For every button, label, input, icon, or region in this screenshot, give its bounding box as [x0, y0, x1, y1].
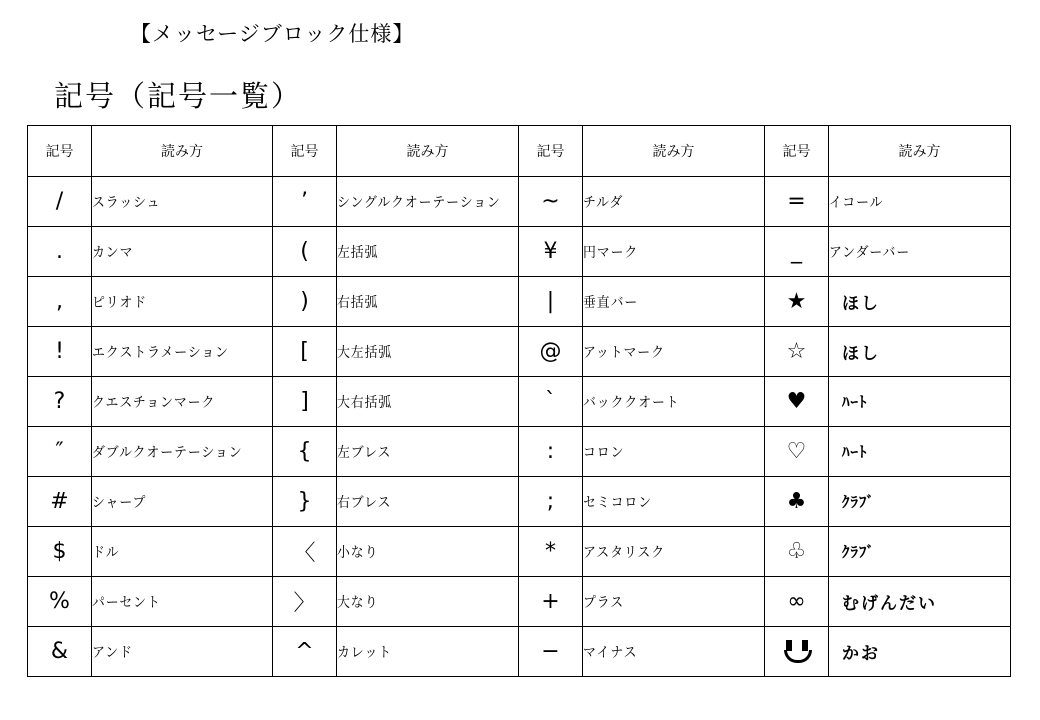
- reading-cell: アンダーバー: [829, 227, 1011, 277]
- symbol-cell: $: [28, 527, 92, 577]
- header-reading: 読み方: [829, 126, 1011, 177]
- reading-cell: かお: [829, 627, 1011, 677]
- outline-club-icon: ♧: [765, 527, 829, 577]
- table-row: [28, 577, 1011, 627]
- symbol-cell: =: [765, 177, 829, 227]
- reading-cell: ほし: [829, 277, 1011, 327]
- symbol-cell: ]: [273, 377, 337, 427]
- symbol-cell: ): [273, 277, 337, 327]
- symbol-cell: ^: [273, 627, 337, 677]
- symbol-cell: :: [519, 427, 583, 477]
- star-icon: ★: [765, 277, 829, 327]
- table-row: [28, 177, 1011, 227]
- reading-cell: 右括弧: [337, 277, 519, 327]
- reading-cell: セミコロン: [583, 477, 765, 527]
- face-icon: [765, 627, 829, 677]
- symbol-cell: −: [519, 627, 583, 677]
- symbol-table: [27, 125, 1011, 677]
- reading-cell: 大なり: [337, 577, 519, 627]
- reading-cell: ほし: [829, 327, 1011, 377]
- reading-cell: 大右括弧: [337, 377, 519, 427]
- reading-cell: シャープ: [92, 477, 273, 527]
- heart-icon: ♥: [765, 377, 829, 427]
- spec-title: 【メッセージブロック仕様】: [130, 22, 415, 46]
- symbol-cell: #: [28, 477, 92, 527]
- symbol-cell: [: [273, 327, 337, 377]
- reading-cell: ｸﾗﾌﾞ: [829, 477, 1011, 527]
- table-header-row: [28, 126, 1011, 177]
- symbol-cell: ″: [28, 427, 92, 477]
- symbol-cell: &: [28, 627, 92, 677]
- table-row: [28, 327, 1011, 377]
- header-symbol: 記号: [519, 126, 583, 177]
- reading-cell: ピリオド: [92, 277, 273, 327]
- symbol-cell: `: [519, 377, 583, 427]
- symbol-cell: %: [28, 577, 92, 627]
- reading-cell: ダブルクオーテーション: [92, 427, 273, 477]
- reading-cell: ドル: [92, 527, 273, 577]
- reading-cell: シングルクオーテーション: [337, 177, 519, 227]
- reading-cell: ｸﾗﾌﾞ: [829, 527, 1011, 577]
- symbol-cell: *: [519, 527, 583, 577]
- table-row: [28, 227, 1011, 277]
- reading-cell: カンマ: [92, 227, 273, 277]
- symbol-cell: |: [519, 277, 583, 327]
- symbol-cell: (: [273, 227, 337, 277]
- reading-cell: 右ブレス: [337, 477, 519, 527]
- reading-cell: 小なり: [337, 527, 519, 577]
- reading-cell: マイナス: [583, 627, 765, 677]
- reading-cell: スラッシュ: [92, 177, 273, 227]
- table-row: [28, 277, 1011, 327]
- reading-cell: バッククオート: [583, 377, 765, 427]
- symbol-cell: @: [519, 327, 583, 377]
- table-row: [28, 627, 1011, 677]
- smiley-face-icon: [783, 638, 811, 666]
- table-row: [28, 477, 1011, 527]
- header-reading: 読み方: [583, 126, 765, 177]
- table-row: [28, 427, 1011, 477]
- symbol-cell: ,: [28, 277, 92, 327]
- reading-cell: アットマーク: [583, 327, 765, 377]
- table-row: [28, 527, 1011, 577]
- reading-cell: アンド: [92, 627, 273, 677]
- header-symbol: 記号: [28, 126, 92, 177]
- reading-cell: イコール: [829, 177, 1011, 227]
- symbol-cell: ?: [28, 377, 92, 427]
- symbol-cell: ;: [519, 477, 583, 527]
- symbol-cell: ’: [273, 177, 337, 227]
- reading-cell: プラス: [583, 577, 765, 627]
- header-symbol: 記号: [765, 126, 829, 177]
- header-reading: 読み方: [92, 126, 273, 177]
- reading-cell: エクストラメーション: [92, 327, 273, 377]
- symbol-cell: _: [765, 227, 829, 277]
- infinity-icon: ∞: [765, 577, 829, 627]
- table-row: [28, 377, 1011, 427]
- symbol-cell: !: [28, 327, 92, 377]
- reading-cell: 円マーク: [583, 227, 765, 277]
- symbol-cell: 〈: [273, 527, 337, 577]
- symbol-cell: 〉: [273, 577, 337, 627]
- symbol-cell: ¥: [519, 227, 583, 277]
- symbol-cell: .: [28, 227, 92, 277]
- page-title: 記号（記号一覧）: [54, 79, 303, 113]
- symbol-cell: {: [273, 427, 337, 477]
- club-icon: ♣: [765, 477, 829, 527]
- reading-cell: コロン: [583, 427, 765, 477]
- symbol-cell: /: [28, 177, 92, 227]
- outline-star-icon: ☆: [765, 327, 829, 377]
- reading-cell: アスタリスク: [583, 527, 765, 577]
- header-symbol: 記号: [273, 126, 337, 177]
- reading-cell: 大左括弧: [337, 327, 519, 377]
- outline-heart-icon: ♡: [765, 427, 829, 477]
- symbol-cell: +: [519, 577, 583, 627]
- reading-cell: ﾊｰﾄ: [829, 427, 1011, 477]
- reading-cell: パーセント: [92, 577, 273, 627]
- reading-cell: カレット: [337, 627, 519, 677]
- header-reading: 読み方: [337, 126, 519, 177]
- reading-cell: 左ブレス: [337, 427, 519, 477]
- reading-cell: むげんだい: [829, 577, 1011, 627]
- reading-cell: クエスチョンマーク: [92, 377, 273, 427]
- reading-cell: 垂直バー: [583, 277, 765, 327]
- reading-cell: チルダ: [583, 177, 765, 227]
- symbol-cell: ~: [519, 177, 583, 227]
- reading-cell: 左括弧: [337, 227, 519, 277]
- reading-cell: ﾊｰﾄ: [829, 377, 1011, 427]
- symbol-cell: }: [273, 477, 337, 527]
